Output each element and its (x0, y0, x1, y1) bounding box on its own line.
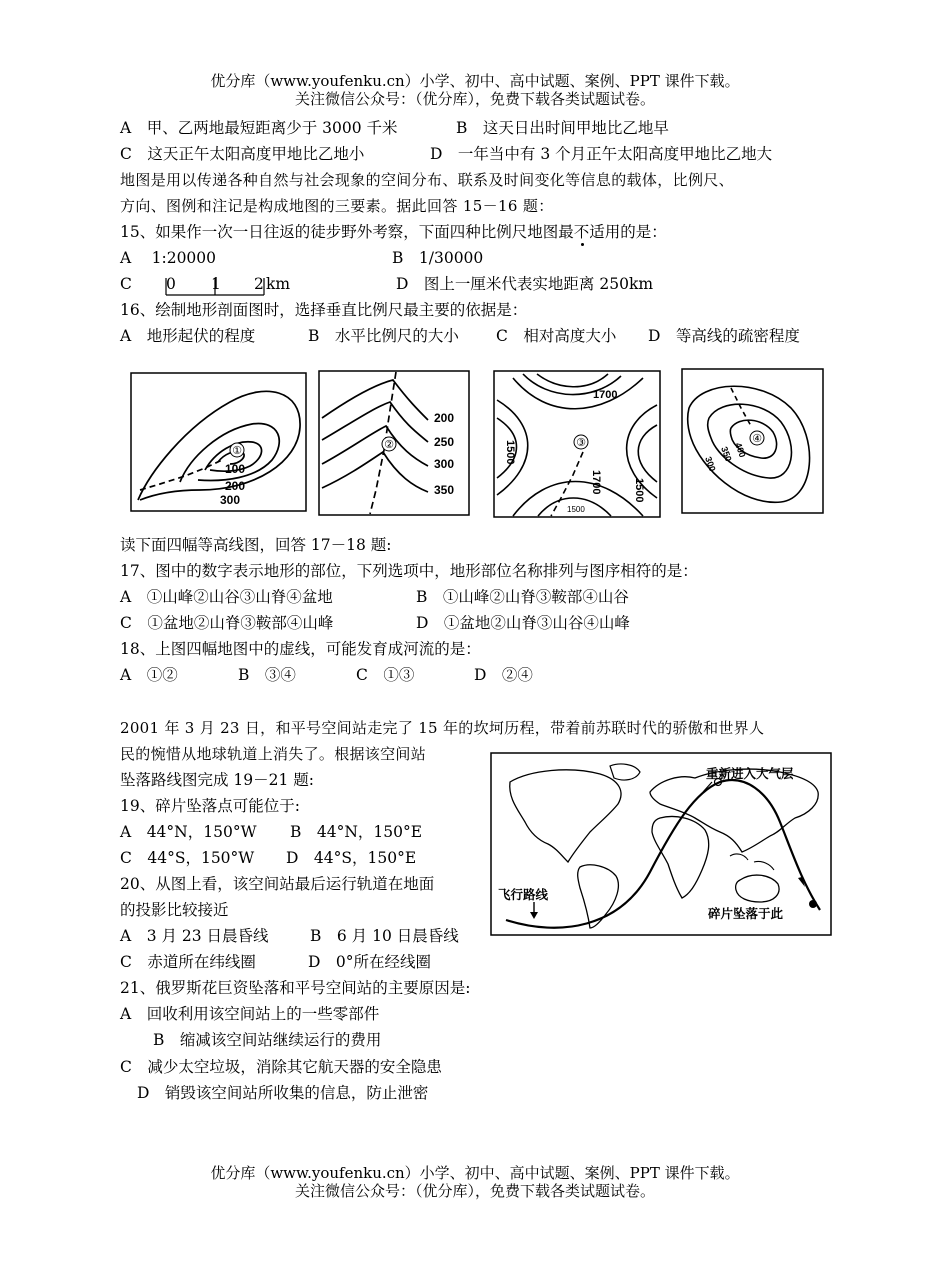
q20-option-d: D 0°所在经线圈 (308, 953, 432, 971)
q21-option-c: C 减少太空垃圾，消除其它航天器的安全隐患 (120, 1058, 442, 1076)
scale-unit: km (266, 275, 291, 293)
scale-tick-1: 1 (211, 275, 221, 293)
contour-map-1 (130, 372, 307, 512)
q17-stem: 17、图中的数字表示地形的部位，下列选项中，地形部位名称排列与图序相符的是： (120, 562, 698, 580)
q19-option-b: B 44°N，150°E (290, 823, 423, 841)
crash-site-label: 碎片坠落于此 (708, 907, 784, 921)
q15-option-b: B 1/30000 (392, 249, 484, 267)
contour-map-4-label-300: 300 (703, 455, 718, 473)
contour-map-3-marker: ③ (576, 437, 586, 449)
q15-option-d: D 图上一厘米代表实地距离 250km (396, 275, 654, 293)
intro-15-16-line-2: 方向、图例和注记是构成地图的三要素。据此回答 15－16 题： (120, 197, 554, 215)
contour-map-3-label-left: 1500 (504, 440, 516, 465)
q18-option-b: B ③④ (238, 666, 296, 684)
q19-option-a: A 44°N，150°W (120, 823, 257, 841)
q20-stem-line-2: 的投影比较接近 (120, 901, 229, 919)
contour-map-2-label-350: 350 (434, 483, 455, 497)
scale-tick-0: 0 (166, 275, 176, 293)
q17-option-b: B ①山峰②山脊③鞍部④山谷 (416, 588, 629, 606)
contour-map-3-label-top: 1700 (593, 389, 618, 401)
q19-option-d: D 44°S，150°E (286, 849, 417, 867)
q15-row-2 (120, 274, 820, 298)
q15-stem (120, 222, 667, 242)
contour-map-1-label-300: 300 (220, 493, 241, 507)
q17-option-c: C ①盆地②山脊③鞍部④山峰 (120, 614, 334, 632)
scale-tick-2: 2 (254, 275, 264, 293)
intro-17-18: 读下面四幅等高线图，回答 17－18 题: (120, 536, 392, 554)
world-map-figure (490, 752, 832, 936)
q20-option-a: A 3 月 23 日晨昏线 (120, 927, 269, 945)
flight-route-label: 飞行路线 (498, 888, 549, 902)
q14-option-a: A 甲、乙两地最短距离少于 3000 千米 (120, 119, 398, 137)
contour-map-2-marker: ② (384, 439, 394, 451)
contour-map-4-marker: ④ (752, 433, 762, 445)
contour-map-3-label-right: 1500 (633, 478, 645, 503)
crash-point-marker (809, 900, 817, 908)
q16-option-d: D 等高线的疏密程度 (648, 327, 800, 345)
intro-19-21-line-3: 坠落路线图完成 19－21 题: (120, 771, 315, 789)
q18-option-a: A ①② (120, 666, 178, 684)
contour-map-4-label-400: 400 (733, 441, 748, 459)
contour-map-2 (318, 370, 470, 516)
q14-option-c: C 这天正午太阳高度甲地比乙地小 (120, 145, 365, 163)
q14-option-b: B 这天日出时间甲地比乙地早 (456, 119, 669, 137)
contour-map-4 (681, 368, 824, 514)
q20-option-c: C 赤道所在纬线圈 (120, 953, 256, 971)
contour-map-1-label-200: 200 (225, 479, 246, 493)
q19-stem: 19、碎片坠落点可能位于: (120, 797, 300, 815)
q15-option-a: A 1:20000 (120, 249, 217, 267)
q16-stem: 16、绘制地形剖面图时，选择垂直比例尺最主要的依据是： (120, 301, 528, 319)
contour-map-2-label-250: 250 (434, 435, 455, 449)
contour-map-4-label-350: 350 (719, 445, 734, 463)
page-footer-line-1: 优分库（www.youfenku.cn）小学、初中、高中试题、案例、PPT 课件下载。 (210, 1164, 740, 1182)
contour-map-3 (493, 370, 661, 518)
q19-option-c: C 44°S，150°W (120, 849, 255, 867)
intro-15-16-line-1: 地图是用以传递各种自然与社会现象的空间分布、联系及时间变化等信息的载体，比例尺、 (120, 171, 735, 189)
q17-option-a: A ①山峰②山谷③山脊④盆地 (120, 588, 333, 606)
q20-option-b: B 6 月 10 日晨昏线 (310, 927, 459, 945)
contour-map-3-label-center: 1700 (590, 470, 602, 495)
q21-option-b: B 缩减该空间站继续运行的费用 (153, 1031, 382, 1049)
q21-stem: 21、俄罗斯花巨资坠落和平号空间站的主要原因是: (120, 979, 471, 997)
contour-map-2-label-200: 200 (434, 411, 455, 425)
q18-option-c: C ①③ (356, 666, 415, 684)
contour-map-2-label-300: 300 (434, 457, 455, 471)
q17-option-d: D ①盆地②山脊③山谷④山峰 (416, 614, 630, 632)
q18-option-d: D ②④ (474, 666, 533, 684)
contour-map-1-marker: ① (232, 445, 242, 457)
intro-19-21-line-1: 2001 年 3 月 23 日，和平号空间站走完了 15 年的坎坷历程，带着前苏联时代的骄傲和世界人 (120, 719, 765, 737)
q16-option-c: C 相对高度大小 (496, 327, 617, 345)
q15-option-c-label: C (120, 275, 132, 293)
contour-map-1-label-100: 100 (225, 462, 246, 476)
q16-option-a: A 地形起伏的程度 (120, 327, 256, 345)
q15-stem-part-1: 15、如果作一次一日往返的徒步野外考察，下面四种比例尺地图最 (120, 223, 574, 241)
contour-map-3-label-bottom: 1500 (567, 505, 585, 514)
intro-19-21-line-2: 民的惋惜从地球轨道上消失了。根据该空间站 (120, 745, 427, 763)
page-footer-line-2: 关注微信公众号：（优分库），免费下载各类试题试卷。 (294, 1182, 655, 1200)
q15-stem-part-2: 适用的是： (589, 223, 667, 241)
reentry-label: 重新进入大气层 (706, 767, 794, 781)
q15-stem-emphasis: 不 (573, 223, 590, 241)
page-header-line-1: 优分库（www.youfenku.cn）小学、初中、高中试题、案例、PPT 课件下载。 (210, 72, 740, 90)
q20-stem-line-1: 20、从图上看，该空间站最后运行轨道在地面 (120, 875, 435, 893)
q21-option-a: A 回收利用该空间站上的一些零部件 (120, 1005, 380, 1023)
q18-stem: 18、上图四幅地图中的虚线，可能发育成河流的是： (120, 640, 481, 658)
q14-option-d: D 一年当中有 3 个月正午太阳高度甲地比乙地大 (430, 145, 773, 163)
q21-option-d: D 销毁该空间站所收集的信息，防止泄密 (137, 1084, 429, 1102)
q16-option-b: B 水平比例尺的大小 (308, 327, 459, 345)
page-header-line-2: 关注微信公众号：（优分库），免费下载各类试题试卷。 (294, 90, 655, 108)
